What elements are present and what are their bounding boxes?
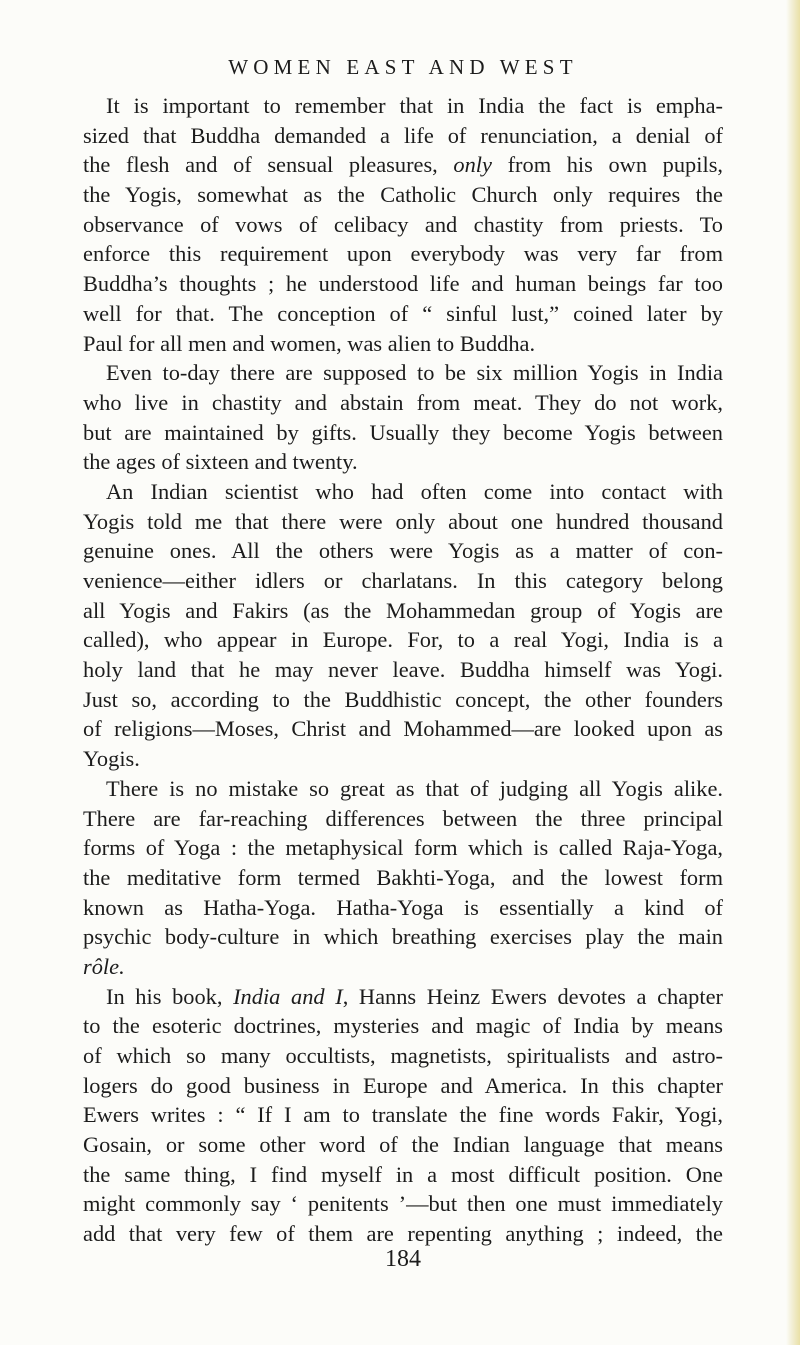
text-line: venience—either idlers or charlatans. In this category belong [83, 568, 723, 593]
text-line: known as Hatha-Yoga. Hatha-Yoga is essentially a kind of [83, 894, 723, 920]
text-line: observance of vows of celibacy and chastity from priests. To [83, 211, 723, 237]
text-line: An Indian scientist who had often come into contact with [106, 478, 723, 504]
text-line: sized that Buddha demanded a life of renunciation, a denial of [83, 122, 723, 148]
text-line: might commonly say ‘ penitents ’—but then one must immediately [83, 1191, 723, 1217]
text-line: but are maintained by gifts. Usually they become Yogis between [83, 419, 723, 445]
text-line: Ewers writes : “ If I am to translate the fine words Fakir, Yogi, [83, 1102, 723, 1128]
text-line: logers do good business in Europe and America. In this chapter [83, 1072, 723, 1098]
text-line: forms of Yoga : the metaphysical form which is called Raja-Yoga, [83, 835, 723, 861]
text-line: called), who appear in Europe. For, to a real Yogi, India is a [83, 627, 723, 653]
text-line: the ages of sixteen and twenty. [83, 449, 358, 475]
text-line: the meditative form termed Bakhti-Yoga, and the lowest form [83, 864, 723, 890]
text-line: In his book, India and I, Hanns Heinz Ewers devotes a chapter [106, 983, 723, 1009]
text-line: of which so many occultists, magnetists, spiritualists and astro- [83, 1043, 723, 1068]
text-line: rôle. [83, 953, 125, 979]
text-line: the same thing, I find myself in a most difficult position. One [83, 1161, 723, 1187]
text-line: of religions—Moses, Christ and Mohammed—are looked upon as [83, 716, 723, 742]
text-line: well for that. The conception of “ sinful lust,” coined later by [83, 300, 723, 326]
text-line: Gosain, or some other word of the Indian language that means [83, 1132, 723, 1158]
page-number: 184 [385, 1246, 421, 1272]
text-line: to the esoteric doctrines, mysteries and magic of India by means [83, 1013, 723, 1039]
text-line: Buddha’s thoughts ; he understood life and human beings far too [83, 271, 723, 297]
text-line: holy land that he may never leave. Buddha himself was Yogi. [83, 657, 723, 683]
text-line: genuine ones. All the others were Yogis as a matter of con- [83, 538, 723, 564]
text-line: who live in chastity and abstain from meat. They do not work, [83, 389, 723, 415]
text-line: Even to-day there are supposed to be six million Yogis in India [106, 360, 723, 386]
text-line: add that very few of them are repenting anything ; indeed, the [83, 1221, 723, 1247]
page-edge [786, 0, 800, 1345]
body-text [83, 91, 723, 1249]
text-line: There is no mistake so great as that of judging all Yogis alike. [106, 775, 723, 801]
running-head: WOMEN EAST AND WEST [228, 55, 578, 79]
text-line: Just so, according to the Buddhistic concept, the other founders [83, 686, 723, 712]
text-line: psychic body-culture in which breathing exercises play the main [83, 924, 723, 950]
text-line: There are far-reaching differences between the three principal [83, 805, 723, 831]
text-line: Paul for all men and women, was alien to Buddha. [83, 330, 536, 356]
text-line: Yogis. [83, 746, 140, 772]
text-line: Yogis told me that there were only about one hundred thousand [83, 508, 723, 534]
text-line: It is important to remember that in India the fact is empha- [106, 93, 723, 118]
text-line: enforce this requirement upon everybody was very far from [83, 241, 723, 267]
text-line: all Yogis and Fakirs (as the Mohammedan group of Yogis are [83, 597, 723, 623]
text-line: the flesh and of sensual pleasures, only from his own pupils, [83, 152, 723, 178]
text-line: the Yogis, somewhat as the Catholic Church only requires the [83, 182, 723, 208]
